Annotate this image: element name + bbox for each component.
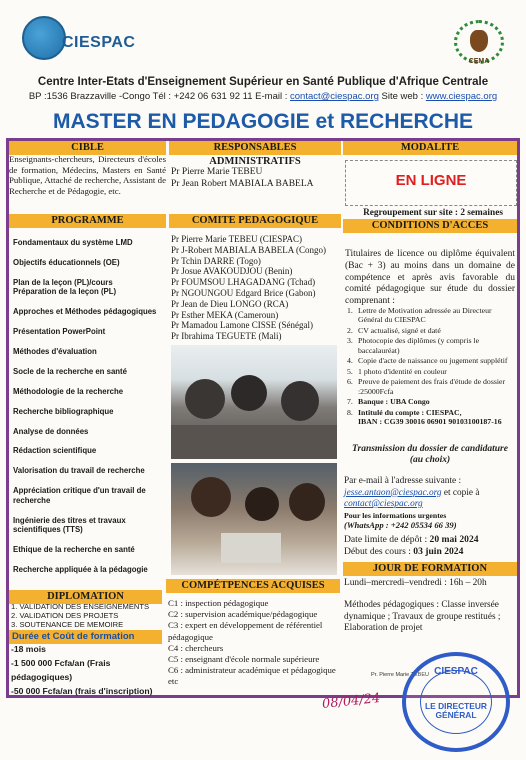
programme-item: Analyse de données (13, 426, 89, 436)
duree-heading: Durée et Coût de formation (9, 630, 162, 644)
duree-line: -1 500 000 Fcfa/an (Frais pédagogiques) (11, 658, 111, 682)
group-work-photo (171, 463, 337, 575)
condition-item: 8. Intitulé du compte : CIESPAC, IBAN : CG39 30016 06901 90103100187-16 (347, 407, 502, 426)
programme-item: Plan de la leçon (PL)/cours Préparation de la leçon (PL) (13, 277, 117, 297)
whatsapp-number: (WhatsApp : +242 05534 66 39) (344, 519, 457, 530)
official-stamp (402, 652, 510, 752)
comite-member: Pr NGOUNGOU Edgard Brice (Gabon) (171, 287, 316, 298)
condition-item: 5. 1 photo d'identité en couleur (347, 366, 447, 376)
start-label: Début des cours : (344, 546, 414, 557)
competence-item: C4 : chercheurs (168, 642, 224, 653)
programme-item: Ethique de la recherche en santé (13, 544, 135, 554)
org-contact (0, 91, 526, 102)
email-link-copy[interactable]: contact@ciespac.org (344, 499, 423, 509)
competence-item: C3 : expert en développement de référentiel pédagogique (168, 620, 323, 642)
programme-item: Appréciation critique d'un travail de recherche (13, 486, 146, 505)
responsable-2: Pr Jean Robert MABIALA BABELA (171, 179, 314, 189)
africa-map-icon (470, 30, 488, 52)
condition-item: 3. Photocopie des diplômes (y compris le baccalauréat) (347, 336, 480, 355)
classroom-photo (171, 345, 337, 459)
programme-item: Rédaction scientifique (13, 446, 97, 456)
comite-member: Pr Josue AVAKOUDJOU (Benin) (171, 266, 293, 277)
deadline-label: Date limite de dépôt : (344, 534, 430, 545)
comite-member: Pr Mamadou Lamone CISSE (Sénégal) (171, 320, 313, 331)
programme-list (13, 238, 168, 585)
diplomation-item: 2. VALIDATION DES PROJETS (11, 611, 119, 620)
competences-list (168, 598, 340, 688)
mail-block (344, 476, 518, 530)
methodes-text: Méthodes pédagogiques : Classe inversée dynamique ; Travaux de groupe restitués ; Elaboration de projet (344, 600, 501, 634)
site-prefix: Site web : (378, 91, 426, 102)
competence-item: C1 : inspection pédagogique (168, 598, 269, 608)
competence-item: C5 : enseignant d'école normale supérieure (168, 654, 320, 665)
programme-item: Fondamentaux du système LMD (13, 238, 133, 247)
conditions-list (345, 306, 515, 428)
comite-member: Pr Ibrahima TEGUETE (Mali) (171, 331, 282, 342)
condition-item: 1. Lettre de Motivation adressée au Directeur Général du CIESPAC (347, 306, 492, 325)
comite-list (171, 234, 343, 342)
responsables-list (171, 166, 343, 190)
cible-text: Enseignants-chercheurs, Directeurs d'écoles de formation, Médecins, Masters en Santé Publique, Attaché de recherche, Assistant de Recherche et de Pédagogie, etc. (9, 154, 166, 196)
responsables-heading: RESPONSABLES ADMINISTRATIFS (169, 141, 341, 155)
comite-member: Pr FOUMSOU LHAGADANG (Tchad) (171, 277, 316, 288)
jour-schedule: Lundi–mercredi–vendredi : 16h – 20h (344, 578, 487, 588)
ciespac-logo (22, 16, 136, 66)
page-title: MASTER EN PEDAGOGIE et RECHERCHE (52, 110, 474, 133)
condition-item: 7. Banque : UBA Congo (347, 397, 430, 407)
urgent-label: Pour les informations urgentes (344, 510, 447, 520)
comite-member: Pr Tchin DARRE (Togo) (171, 255, 261, 266)
comite-member: Pr Pierre Marie TEBEU (CIESPAC) (171, 234, 302, 244)
transmission-note: Transmission du dossier de candidature (au choix) (352, 444, 508, 465)
stamp-mid-text: LE DIRECTEUR GÉNÉRAL (425, 701, 487, 720)
modalite-value: EN LIGNE (395, 172, 467, 189)
org-name: Centre Inter-Etats d'Enseignement Supérieur en Santé Publique d'Afrique Centrale (37, 76, 489, 88)
programme-item: Ingénierie des titres et travaux scientifiques (TTS) (13, 515, 126, 535)
regroupement-text: Regroupement sur site : 2 semaines (363, 208, 503, 218)
programme-item: Valorisation du travail de recherche (13, 466, 145, 476)
email-link-primary[interactable]: jesse.antaon@ciespac.org (344, 487, 442, 498)
condition-item: 6. Preuve de paiement des frais d'étude de dossier :25000Fcfa (347, 377, 506, 396)
programme-item: Approches et Méthodes pédagogiques (13, 307, 157, 317)
programme-item: Objectifs éducationnels (OE) (13, 257, 120, 267)
condition-item: 2. CV actualisé, signé et daté (347, 325, 441, 335)
comite-heading: COMITE PEDAGOGIQUE (169, 214, 341, 228)
competence-item: C6 : administrateur académique et pédagogique etc (168, 665, 336, 687)
contact-prefix: BP :1536 Brazzaville -Congo Tél : +242 06 631 92 11 E-mail : (28, 91, 290, 102)
programme-item: Recherche bibliographique (13, 406, 114, 416)
cible-heading: CIBLE (9, 141, 166, 155)
mail-mid: et copie à (441, 487, 480, 498)
diplomation-item: 1. VALIDATION DES ENSEIGNEMENTS (11, 602, 150, 611)
responsable-1: Pr Pierre Marie TEBEU (171, 167, 263, 177)
condition-item: 4. Copie d'acte de naissance ou jugement supplétif (347, 356, 508, 366)
cema-logo-text: CEMA (468, 58, 490, 65)
deadline-value: 20 mai 2024 (429, 534, 479, 545)
duree-line: -50 000 Fcfa/an (frais d'inscription) (11, 686, 153, 696)
comite-member: Pr J-Robert MABIALA BABELA (Congo) (171, 244, 326, 255)
handwritten-date: 08/04/24 (321, 690, 382, 713)
conditions-intro: Titulaires de licence ou diplôme équivalent (Bac + 3) au moins dans un domaine de compétence et après avis favorable du comité pédagogique sur étude du dossier comprenant : (345, 249, 515, 307)
competences-heading: COMPÉTPENCES ACQUISES (166, 579, 340, 593)
competence-item: C2 : supervision académique/pédagogique (168, 609, 318, 620)
stamp-top-text: CIESPAC (434, 666, 478, 677)
mail-prefix: Par e-mail à l'adresse suivante : (344, 476, 462, 486)
contact-email-link[interactable]: contact@ciespac.org (290, 91, 379, 102)
comite-member: Pr Jean de Dieu LONGO (RCA) (171, 298, 289, 309)
duree-list (11, 642, 166, 698)
globe-icon (22, 16, 66, 60)
website-link[interactable]: www.ciespac.org (425, 91, 498, 102)
diplomation-list (11, 602, 166, 629)
signatory-name: Pr. Pierre Marie TEBEU (371, 672, 429, 678)
programme-item: Méthodes d'évaluation (13, 346, 97, 356)
programme-heading: PROGRAMME (9, 214, 166, 228)
start-value: 03 juin 2024 (413, 546, 464, 557)
modalite-heading: MODALITE (343, 141, 517, 155)
programme-item: Socle de la recherche en santé (13, 366, 127, 376)
programme-item: Méthodologie de la recherche (13, 386, 124, 396)
programme-item: Recherche appliquée à la pédagogie (13, 564, 148, 574)
conditions-heading: CONDITIONS D'ACCES (343, 219, 517, 233)
comite-member: Pr Esther MEKA (Cameroun) (171, 309, 279, 320)
duree-line: -18 mois (11, 644, 46, 654)
diplomation-item: 3. SOUTENANCE DE MEMOIRE (11, 620, 124, 629)
diplomation-heading: DIPLOMATION (9, 590, 162, 604)
cema-logo (450, 20, 508, 70)
ciespac-logo-text: CIESPAC (62, 34, 136, 51)
dates-block (344, 534, 518, 558)
jour-heading: JOUR DE FORMATION (343, 562, 517, 576)
programme-item: Présentation PowerPoint (13, 327, 106, 337)
